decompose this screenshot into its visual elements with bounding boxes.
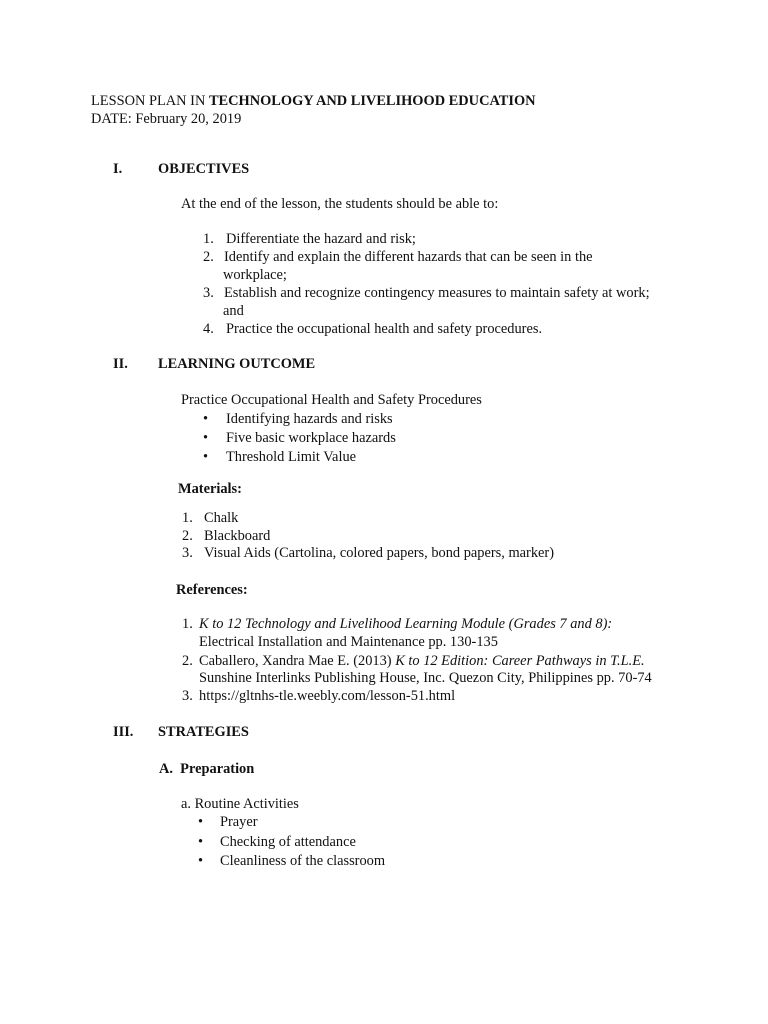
lesson-plan-title — [91, 94, 536, 108]
reference-author: Caballero, Xandra Mae E. (2013) — [199, 653, 396, 669]
reference-text — [199, 654, 645, 668]
list-item: Five basic workplace hazards — [226, 430, 396, 446]
references-heading: References: — [176, 582, 248, 598]
list-item: Identifying hazards and risks — [226, 411, 393, 427]
reference-text-continued: Sunshine Interlinks Publishing House, Inc. Quezon City, Philippines pp. 70-74 — [199, 670, 652, 686]
reference-title: K to 12 Edition: Career Pathways in T.L.E. — [395, 653, 645, 669]
reference-title: K to 12 Technology and Livelihood Learning Module (Grades 7 and 8): — [199, 616, 613, 632]
objective-number: 4. — [203, 321, 214, 337]
list-item: Threshold Limit Value — [226, 449, 357, 465]
preparation-heading: A. Preparation — [159, 761, 255, 777]
material-number: 3. — [182, 545, 193, 561]
objective-text: Identify and explain the different hazards that can be seen in the — [224, 249, 593, 265]
lesson-date: DATE: February 20, 2019 — [91, 111, 242, 127]
title-subject: TECHNOLOGY AND LIVELIHOOD EDUCATION — [208, 93, 536, 109]
bullet-icon: • — [203, 411, 209, 427]
objectives-numeral: I. — [113, 161, 123, 177]
learning-outcome-intro: Practice Occupational Health and Safety Procedures — [181, 392, 482, 408]
bullet-icon: • — [203, 430, 209, 446]
bullet-icon: • — [198, 814, 204, 830]
material-text: Blackboard — [204, 528, 271, 544]
objective-number: 1. — [203, 231, 214, 247]
objective-text-continued: and — [223, 303, 244, 319]
objective-text: Establish and recognize contingency measures to maintain safety at work; — [224, 285, 650, 301]
reference-number: 1. — [182, 616, 193, 632]
material-text: Visual Aids (Cartolina, colored papers, bond papers, marker) — [204, 545, 555, 561]
strategies-heading: STRATEGIES — [158, 724, 249, 740]
material-number: 1. — [182, 510, 193, 526]
bullet-icon: • — [198, 853, 204, 869]
reference-link[interactable]: https://gltnhs-tle.weebly.com/lesson-51.html — [199, 688, 456, 704]
list-item: Checking of attendance — [220, 834, 356, 850]
objective-text: Differentiate the hazard and risk; — [226, 231, 416, 247]
objective-number: 3. — [203, 285, 214, 301]
learning-outcome-heading: LEARNING OUTCOME — [158, 356, 316, 372]
material-text: Chalk — [204, 510, 239, 526]
reference-number: 2. — [182, 653, 193, 669]
objective-text-continued: workplace; — [223, 267, 287, 283]
routine-activities-label: a. Routine Activities — [181, 796, 299, 812]
objectives-intro: At the end of the lesson, the students should be able to: — [181, 196, 499, 212]
strategies-numeral: III. — [113, 724, 134, 740]
objective-number: 2. — [203, 249, 214, 265]
material-number: 2. — [182, 528, 193, 544]
objectives-heading: OBJECTIVES — [158, 161, 250, 177]
reference-text-continued: Electrical Installation and Maintenance pp. 130-135 — [199, 634, 498, 650]
learning-outcome-numeral: II. — [113, 356, 128, 372]
materials-heading: Materials: — [178, 481, 242, 497]
list-item: Prayer — [220, 814, 258, 830]
objective-text: Practice the occupational health and safety procedures. — [226, 321, 543, 337]
list-item: Cleanliness of the classroom — [220, 853, 386, 869]
reference-number: 3. — [182, 688, 193, 704]
bullet-icon: • — [198, 834, 204, 850]
title-prefix: LESSON PLAN IN — [91, 93, 209, 109]
bullet-icon: • — [203, 449, 209, 465]
